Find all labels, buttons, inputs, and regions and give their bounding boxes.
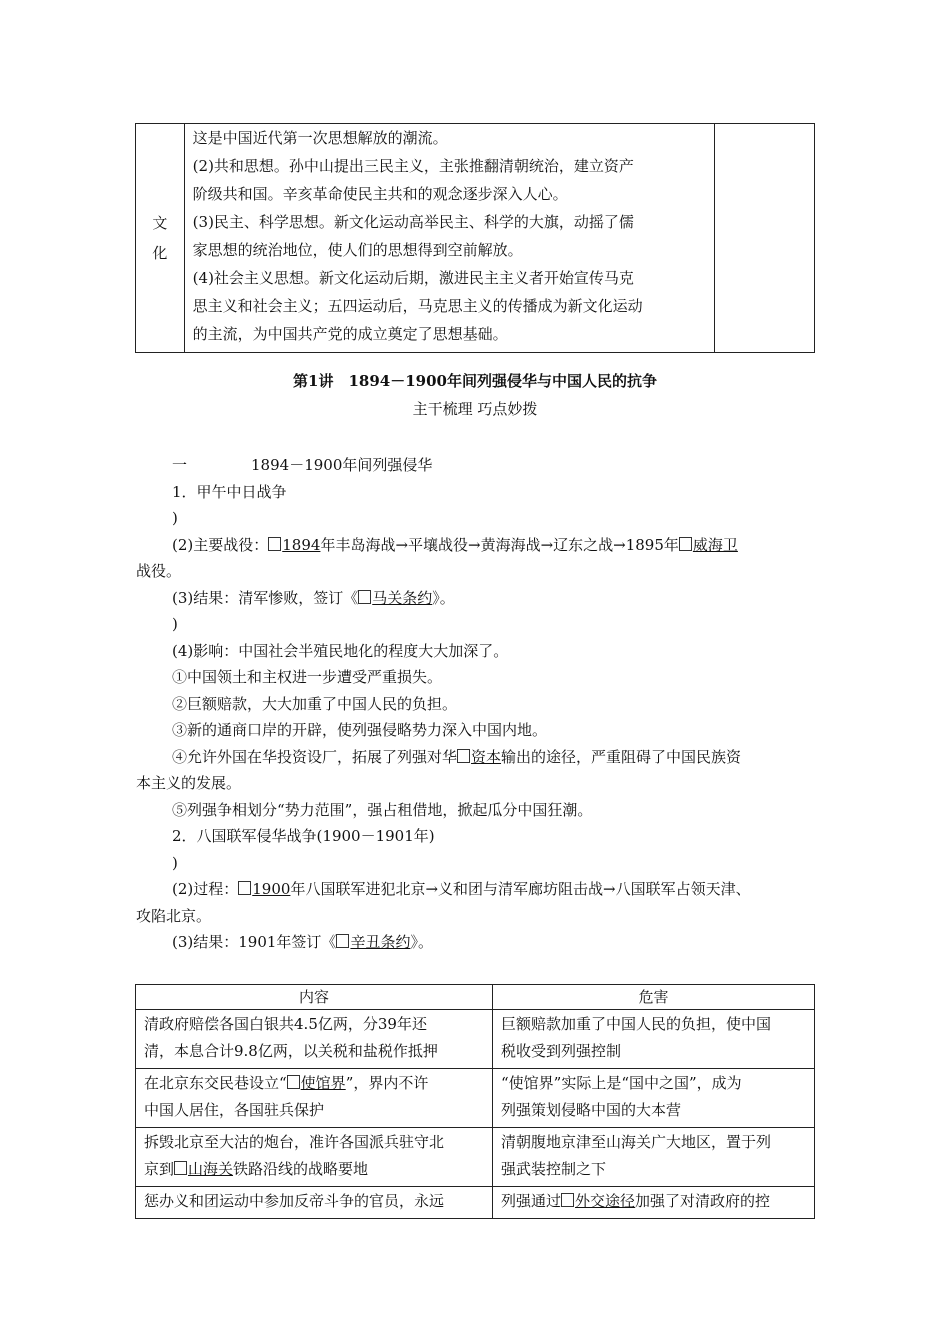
blank-box-icon bbox=[358, 590, 371, 604]
text-run: (2)主要战役： bbox=[172, 535, 269, 554]
text-run: 加强了对清政府的控 bbox=[635, 1192, 771, 1210]
answer-blank: 山海关 bbox=[188, 1160, 234, 1178]
text-run: ”，界内不许 bbox=[345, 1074, 429, 1092]
table-header-row bbox=[136, 985, 815, 1010]
category-cell bbox=[136, 124, 185, 353]
answer-blank: 威海卫 bbox=[692, 535, 738, 554]
cell-line: 清政府赔偿各国白银共4.5亿两，分39年还 bbox=[144, 1015, 427, 1033]
subsection-heading: 2．八国联军侵华战争(1900－1901年) bbox=[172, 827, 435, 845]
table-row bbox=[136, 1010, 815, 1069]
text-run: 年丰岛海战→平壤战役→黄海海战→辽东之战→1895年 bbox=[320, 535, 679, 554]
text-run: ④允许外国在华投资设厂，拓展了列强对华 bbox=[172, 747, 458, 766]
culture-line: 家思想的统治地位，使人们的思想得到空前解放。 bbox=[192, 241, 523, 259]
impact-item-cont: 本主义的发展。 bbox=[136, 774, 242, 792]
culture-line: 的主流，为中国共产党的成立奠定了思想基础。 bbox=[192, 325, 508, 343]
cell-line bbox=[501, 1188, 806, 1215]
impact-paragraph: (4)影响：中国社会半殖民地化的程度大大加深了。 bbox=[172, 641, 509, 660]
table-row bbox=[136, 1187, 815, 1219]
cell-line bbox=[144, 1070, 484, 1097]
paren-fragment: ) bbox=[172, 615, 178, 633]
answer-blank: 外交途径 bbox=[575, 1192, 636, 1210]
cell-line: 中国人居住，各国驻兵保护 bbox=[144, 1101, 325, 1119]
section-number: 一 bbox=[172, 456, 188, 474]
blank-box-icon bbox=[287, 1075, 300, 1089]
content-cell bbox=[136, 1128, 493, 1187]
cell-line: 强武装控制之下 bbox=[501, 1160, 607, 1178]
category-char: 文 bbox=[152, 214, 168, 232]
harm-cell bbox=[493, 1069, 815, 1128]
culture-line: 思主义和社会主义；五四运动后，马克思主义的传播成为新文化运动 bbox=[192, 297, 643, 315]
lecture-subtitle: 主干梳理 巧点妙拨 bbox=[412, 400, 538, 418]
paren-fragment: ) bbox=[172, 853, 178, 872]
answer-blank: 资本 bbox=[471, 747, 502, 766]
blank-box-icon bbox=[238, 881, 251, 895]
cell-line: 清，本息合计9.8亿两，以关税和盐税作抵押 bbox=[144, 1042, 438, 1060]
impact-item: ③新的通商口岸的开辟，使列强侵略势力深入中国内地。 bbox=[172, 721, 548, 739]
culture-line: (4)社会主义思想。新文化运动后期，激进民主主义者开始宣传马克 bbox=[192, 269, 634, 287]
text-run: 在北京东交民巷设立“ bbox=[144, 1074, 287, 1092]
culture-line: (2)共和思想。孙中山提出三民主义，主张推翻清朝统治，建立资产 bbox=[192, 157, 634, 175]
cell-line: “使馆界”实际上是“国中之国”，成为 bbox=[501, 1074, 742, 1092]
impact-item: ①中国领土和主权进一步遭受严重损失。 bbox=[172, 668, 443, 686]
table-row bbox=[136, 1128, 815, 1187]
content-cell bbox=[136, 1069, 493, 1128]
answer-blank: 1894 bbox=[282, 535, 321, 554]
text-run: (3)结果：1901年签订《 bbox=[172, 933, 337, 951]
text-run: 》。 bbox=[432, 588, 455, 607]
content-cell bbox=[136, 1010, 493, 1069]
culture-line: (3)民主、科学思想。新文化运动高举民主、科学的大旗，动摇了儒 bbox=[192, 213, 634, 231]
lecture-body bbox=[136, 452, 826, 956]
cell-line: 清朝腹地京津至山海关广大地区，置于列 bbox=[501, 1133, 772, 1151]
text-run: 输出的途径，严重阻碍了中国民族资 bbox=[501, 747, 742, 766]
answer-blank: 1900 bbox=[252, 880, 291, 898]
cell-line: 列强策划侵略中国的大本营 bbox=[501, 1101, 682, 1119]
text-run: (3)结果：清军惨败，签订《 bbox=[172, 588, 359, 607]
subsection-heading: 1．甲午中日战争 bbox=[172, 482, 287, 501]
text-run: 列强通过 bbox=[501, 1192, 562, 1210]
lecture-title: 第1讲 1894－1900年间列强侵华与中国人民的抗争 bbox=[293, 372, 657, 390]
culture-table bbox=[135, 123, 815, 353]
text-run: 京到 bbox=[144, 1160, 175, 1178]
process-paragraph bbox=[136, 876, 826, 903]
category-char: 化 bbox=[152, 244, 168, 262]
culture-line: 这是中国近代第一次思想解放的潮流。 bbox=[192, 129, 448, 147]
blank-box-icon bbox=[174, 1161, 187, 1175]
cell-line: 拆毁北京至大沽的炮台，准许各国派兵驻守北 bbox=[144, 1133, 445, 1151]
cell-line: 税收受到列强控制 bbox=[501, 1042, 622, 1060]
culture-content-cell bbox=[184, 124, 714, 353]
content-cell bbox=[136, 1187, 493, 1219]
text-run: (2)过程： bbox=[172, 880, 239, 898]
result-paragraph bbox=[136, 585, 826, 612]
answer-blank: 马关条约 bbox=[372, 588, 433, 607]
blank-box-icon bbox=[457, 749, 470, 763]
paren-fragment: ) bbox=[172, 509, 178, 527]
empty-cell bbox=[714, 124, 814, 353]
battles-paragraph bbox=[136, 532, 826, 559]
text-run: 》。 bbox=[410, 933, 433, 951]
blank-box-icon bbox=[561, 1193, 574, 1207]
culture-line: 阶级共和国。辛亥革命使民主共和的观念逐步深入人心。 bbox=[192, 185, 568, 203]
impact-item: ⑤列强争相划分“势力范围”，强占租借地，掀起瓜分中国狂潮。 bbox=[172, 800, 593, 819]
cell-line: 巨额赔款加重了中国人民的负担，使中国 bbox=[501, 1015, 772, 1033]
blank-box-icon bbox=[268, 537, 281, 551]
harm-cell bbox=[493, 1187, 815, 1219]
section-heading bbox=[136, 452, 826, 479]
answer-blank: 使馆界 bbox=[300, 1074, 346, 1092]
cell-line bbox=[144, 1156, 484, 1183]
result-paragraph bbox=[136, 929, 826, 956]
text-run: 铁路沿线的战略要地 bbox=[233, 1160, 369, 1178]
table-row bbox=[136, 1069, 815, 1128]
answer-blank: 辛丑条约 bbox=[350, 933, 411, 951]
blank-box-icon bbox=[679, 537, 692, 551]
process-paragraph-cont: 攻陷北京。 bbox=[136, 906, 212, 925]
blank-box-icon bbox=[336, 934, 349, 948]
impact-item bbox=[136, 744, 826, 771]
column-header: 内容 bbox=[136, 985, 493, 1010]
harm-cell bbox=[493, 1128, 815, 1187]
treaty-harm-table bbox=[135, 984, 815, 1219]
cell-line: 惩办义和团运动中参加反帝斗争的官员，永远 bbox=[144, 1192, 445, 1210]
battles-paragraph-cont: 战役。 bbox=[136, 562, 182, 580]
text-run: 年八国联军进犯北京→义和团与清军廊坊阻击战→八国联军占领天津、 bbox=[290, 880, 751, 898]
harm-cell bbox=[493, 1010, 815, 1069]
impact-item: ②巨额赔款，大大加重了中国人民的负担。 bbox=[172, 694, 458, 713]
section-title: 1894－1900年间列强侵华 bbox=[251, 456, 433, 474]
column-header: 危害 bbox=[493, 985, 815, 1010]
